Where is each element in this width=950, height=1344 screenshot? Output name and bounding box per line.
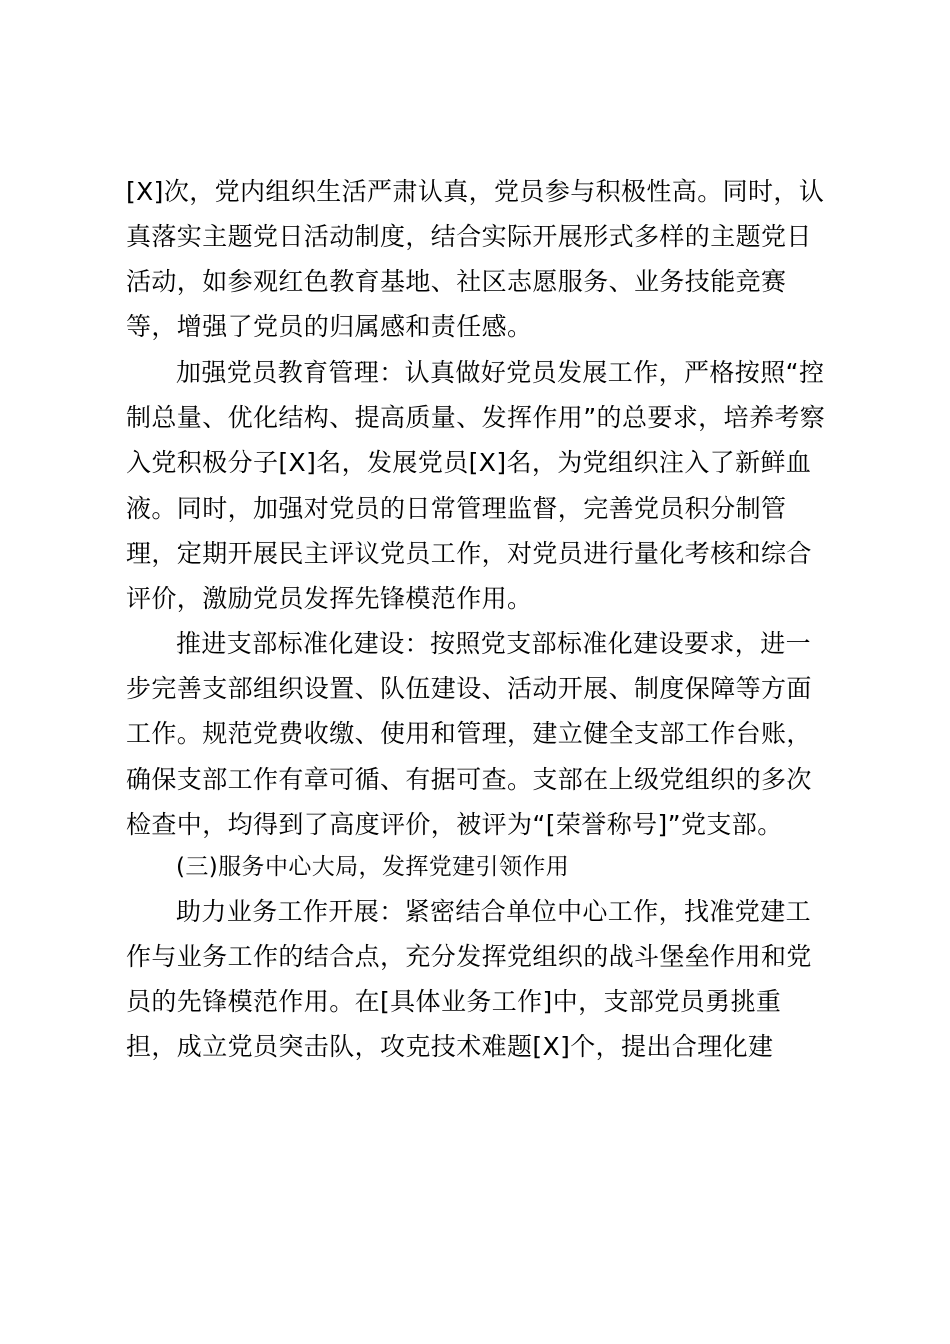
text-line: 检查中，均得到了高度评价，被评为“[荣誉称号]”党支部。: [126, 810, 783, 839]
text-line: 工作。规范党费收缴、使用和管理，建立健全支部工作台账，: [126, 719, 812, 748]
text-line: 确保支部工作有章可循、有据可查。支部在上级党组织的多次: [126, 765, 812, 794]
paragraph-first-line: 加强党员教育管理：认真做好党员发展工作，严格按照“控: [176, 358, 825, 387]
text-line: 作与业务工作的结合点，充分发挥党组织的战斗堡垒作用和党: [126, 942, 812, 971]
text-line: 担，成立党员突击队，攻克技术难题[X]个，提出合理化建: [126, 1032, 774, 1061]
text-line: [X]次，党内组织生活严肃认真，党员参与积极性高。同时，认: [126, 177, 825, 206]
paragraph-first-line: 推进支部标准化建设：按照党支部标准化建设要求，进一: [176, 629, 812, 658]
text-line: 液。同时，加强对党员的日常管理监督，完善党员积分制管: [126, 494, 787, 523]
text-line: 等，增强了党员的归属感和责任感。: [126, 312, 533, 341]
paragraph-first-line: 助力业务工作开展：紧密结合单位中心工作，找准党建工: [176, 897, 812, 926]
text-line: 评价，激励党员发挥先锋模范作用。: [126, 584, 533, 613]
text-line: 真落实主题党日活动制度，结合实际开展形式多样的主题党日: [126, 222, 812, 251]
text-line: 员的先锋模范作用。在[具体业务工作]中，支部党员勇挑重: [126, 987, 782, 1016]
text-line: 步完善支部组织设置、队伍建设、活动开展、制度保障等方面: [126, 674, 812, 703]
text-line: 制总量、优化结构、提高质量、发挥作用”的总要求，培养考察: [126, 403, 826, 432]
text-line: 活动，如参观红色教育基地、社区志愿服务、业务技能竞赛: [126, 267, 787, 296]
section-heading: (三)服务中心大局，发挥党建引领作用: [176, 854, 570, 880]
text-line: 入党积极分子[X]名，发展党员[X]名，为党组织注入了新鲜血: [126, 448, 812, 477]
text-line: 理，定期开展民主评议党员工作，对党员进行量化考核和综合: [126, 539, 812, 568]
